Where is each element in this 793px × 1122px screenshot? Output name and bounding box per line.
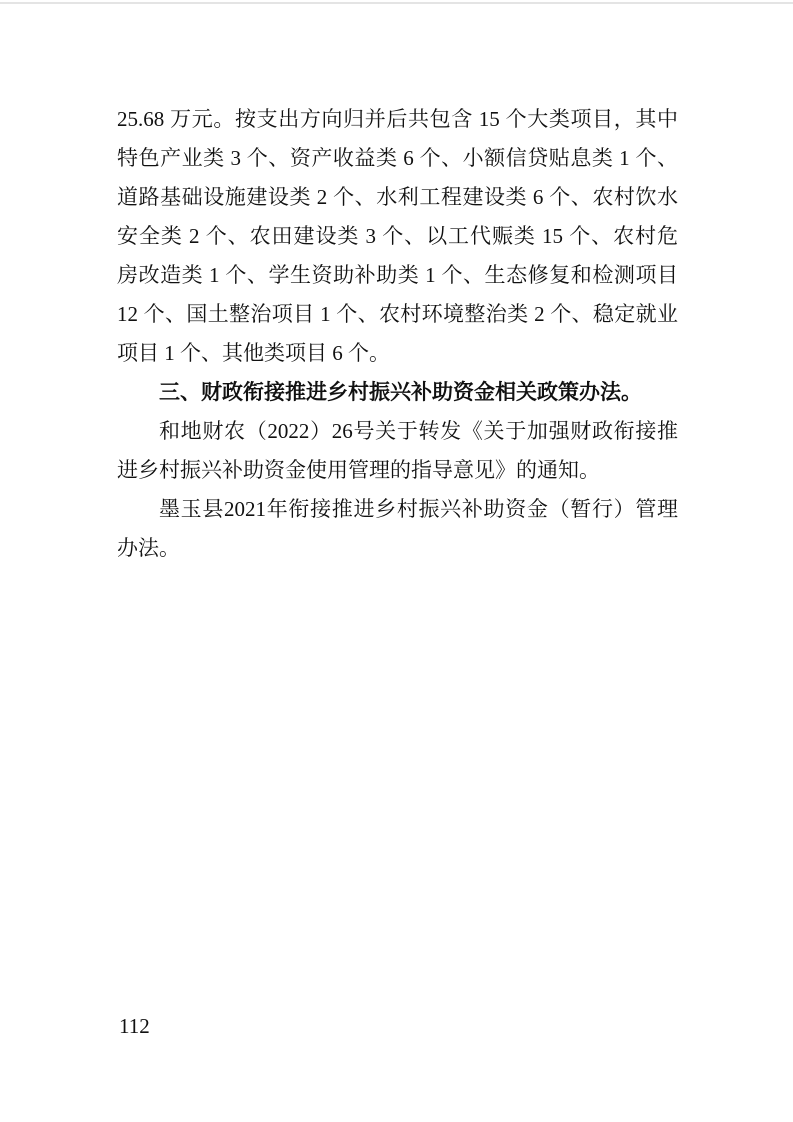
text-line: 特色产业类 3 个、资产收益类 6 个、小额信贷贴息类 1 个、 [117,146,678,170]
text-line: 安全类 2 个、农田建设类 3 个、以工代赈类 15 个、农村危 [117,224,678,248]
text-line: 道路基础设施建设类 2 个、水利工程建设类 6 个、农村饮水 [117,185,678,209]
section-heading: 三、财政衔接推进乡村振兴补助资金相关政策办法。 [159,380,642,404]
text-line: 墨玉县2021年衔接推进乡村振兴补助资金（暂行）管理 [159,497,678,521]
text-line: 25.68 万元。按支出方向归并后共包含 15 个大类项目，其中 [117,107,678,131]
paragraph-policy-notice [117,412,678,490]
document-body [117,100,678,568]
text-line: 项目 1 个、其他类项目 6 个。 [117,341,390,365]
text-line: 和地财农（2022）26号关于转发《关于加强财政衔接推 [159,419,678,443]
paragraph-management-measures [117,490,678,568]
text-line: 房改造类 1 个、学生资助补助类 1 个、生态修复和检测项目 [117,263,678,287]
paragraph-project-summary [117,100,678,373]
text-line: 进乡村振兴补助资金使用管理的指导意见》的通知。 [117,458,600,482]
scan-edge-artifact [0,2,793,4]
text-line: 办法。 [117,536,180,560]
page-number: 112 [119,1014,150,1038]
text-line: 12 个、国土整治项目 1 个、农村环境整治类 2 个、稳定就业 [117,302,678,326]
